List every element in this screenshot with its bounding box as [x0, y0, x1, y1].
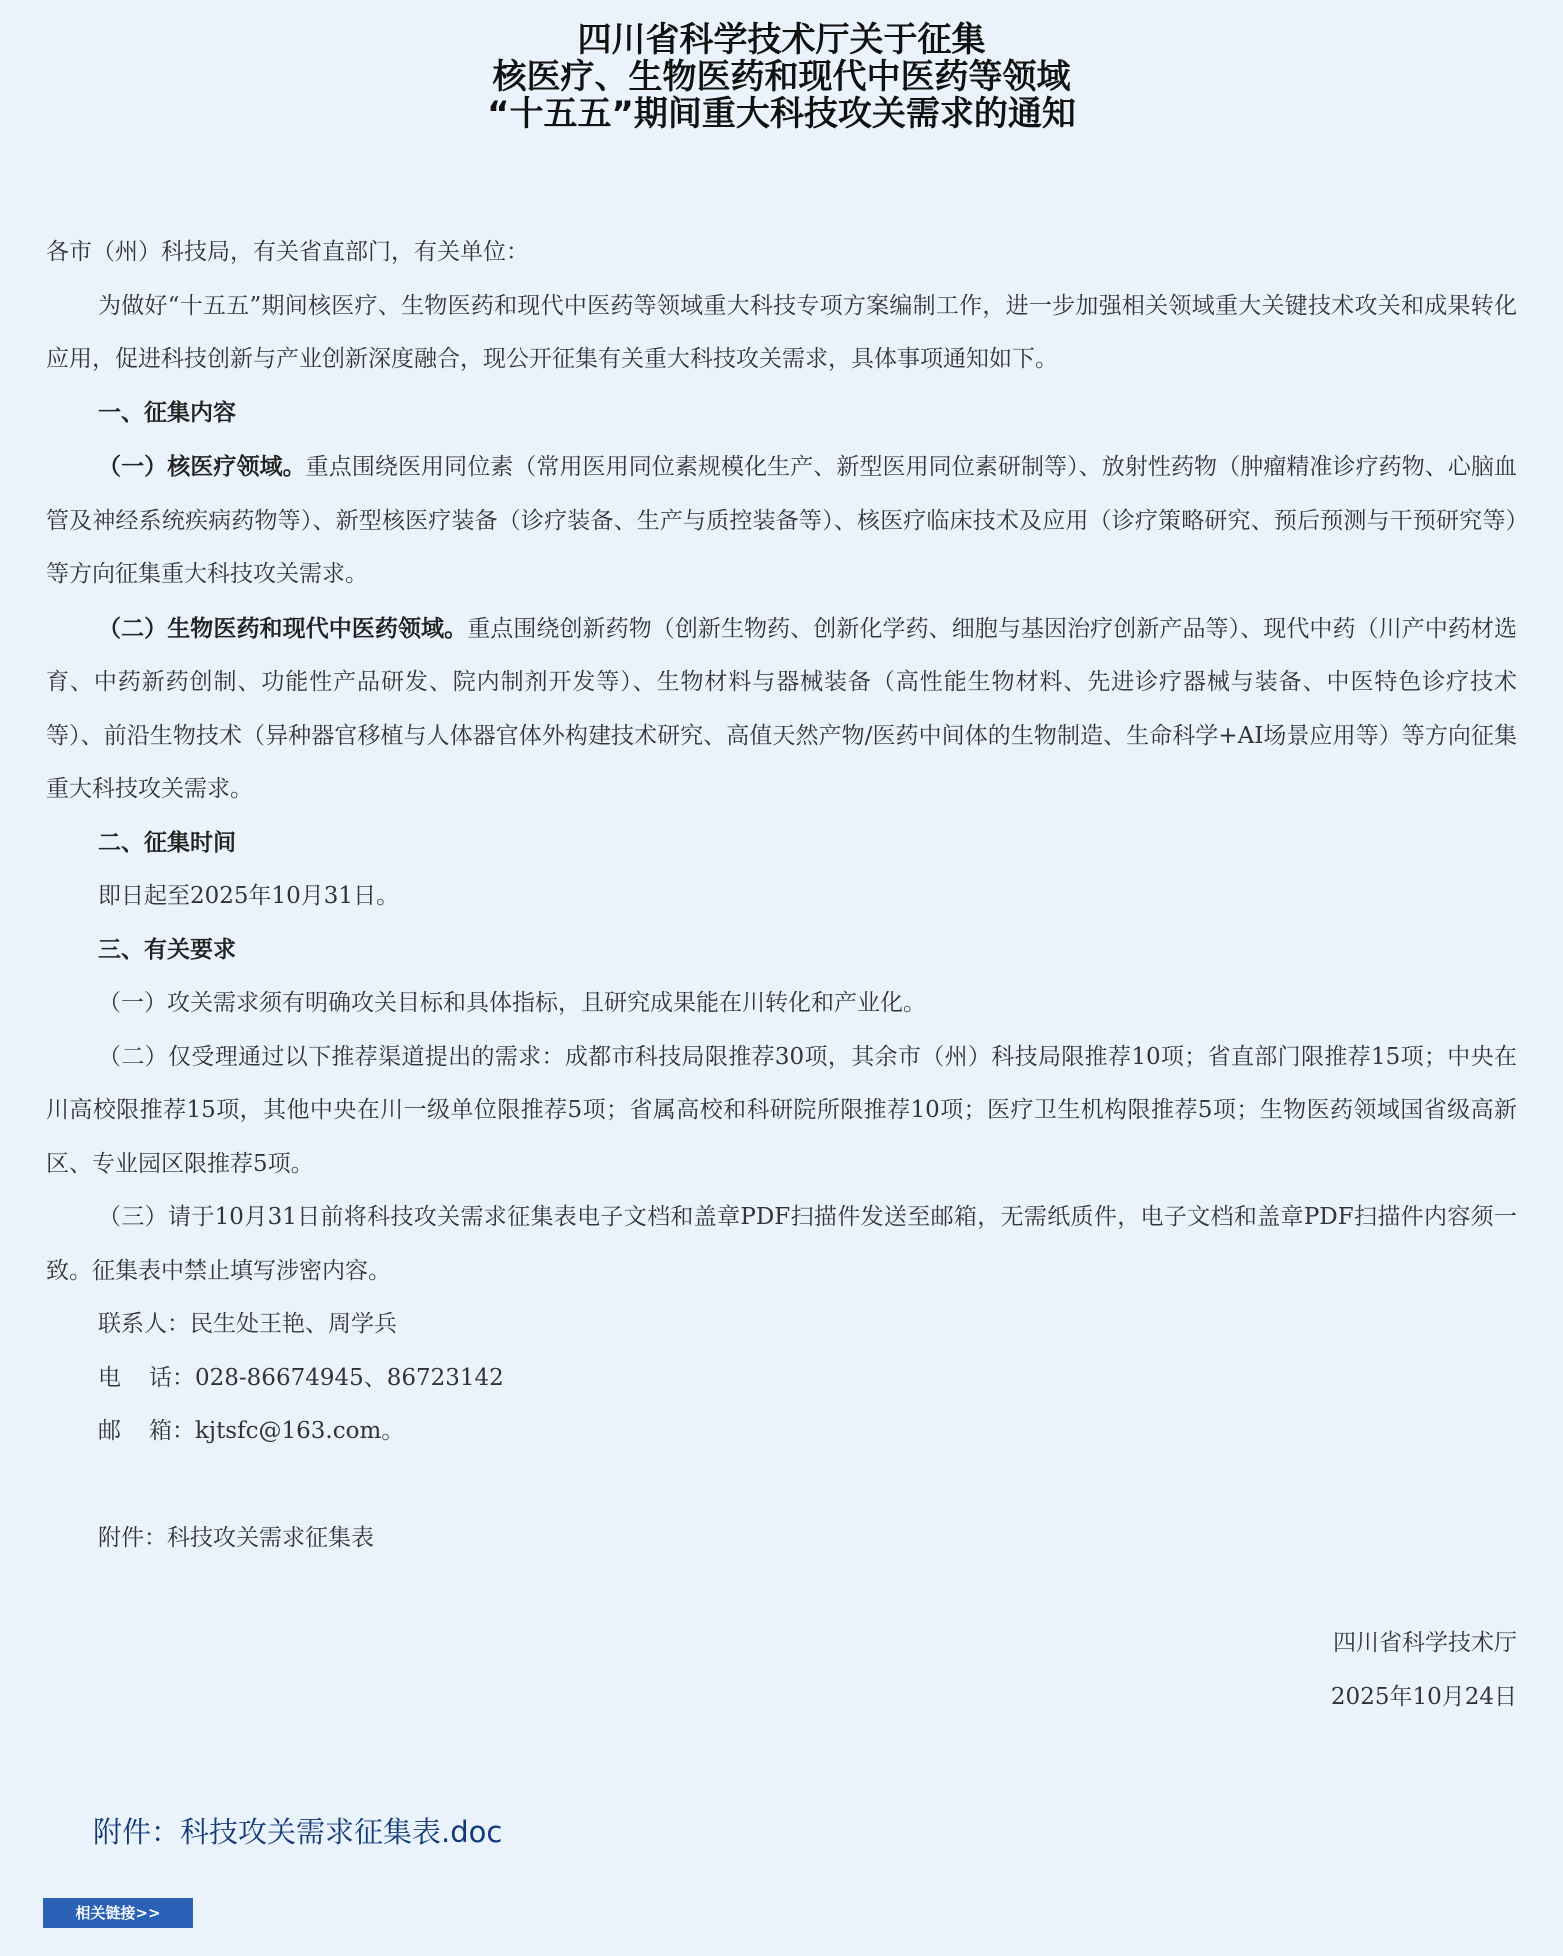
title-line-2: 核医疗、生物医药和现代中医药等领域: [492, 57, 1071, 97]
contact-email-label-b: 箱：: [149, 1418, 195, 1444]
section-heading-1: 一、征集内容: [98, 399, 236, 426]
attachment-download-link[interactable]: 附件：科技攻关需求征集表.doc: [93, 1815, 503, 1849]
contact-person-label: 联系人：: [98, 1311, 190, 1337]
attachment-note: 附件：科技攻关需求征集表: [98, 1524, 374, 1551]
contact-phone-label-b: 话：: [149, 1364, 195, 1391]
requirement-2: （二）仅受理通过以下推荐渠道提出的需求：成都市科技局限推荐30项，其余市（州）科技局限推荐10项；省直部门限推荐15项；中央在川高校限推荐15项，其他中央在川一级单位限推荐5项；省属高校和科研院所限推荐10项；医疗卫生机构限推荐5项；生物医药领域国省级高新区、专业园区限推荐5项。: [46, 1043, 1517, 1177]
content-item-1: [46, 440, 1517, 602]
related-links-button[interactable]: 相关链接>>: [43, 1898, 193, 1928]
contact-email: [46, 1405, 1517, 1459]
contact-person-value: 民生处王艳、周学兵: [190, 1311, 397, 1337]
document-title: [0, 22, 1563, 133]
content-item-2-text: 重点围绕创新药物（创新生物药、创新化学药、细胞与基因治疗创新产品等）、现代中药（川产中药材选育、中药新药创制、功能性产品研发、院内制剂开发等）、生物材料与器械装备（高性能生物材料、先进诊疗器械与装备、中医特色诊疗技术等）、前沿生物技术（异种器官移植与人体器官体外构建技术研究、高值天然产物/医药中间体的生物制造、生命科学+AI场景应用等）等方向征集重大科技攻关需求。: [46, 615, 1518, 802]
content-item-2: [46, 602, 1517, 817]
document-body: [46, 226, 1517, 1724]
requirement-3: （三）请于10月31日前将科技攻关需求征集表电子文档和盖章PDF扫描件发送至邮箱，无需纸质件，电子文档和盖章PDF扫描件内容须一致。征集表中禁止填写涉密内容。: [46, 1204, 1517, 1284]
section-heading-2: 二、征集时间: [98, 829, 236, 856]
section-heading-3: 三、有关要求: [98, 936, 236, 963]
requirement-1: （一）攻关需求须有明确攻关目标和具体指标，且研究成果能在川转化和产业化。: [98, 990, 926, 1016]
title-line-3: “十五五”期间重大科技攻关需求的通知: [487, 94, 1076, 134]
title-line-1: 四川省科学技术厅关于征集: [577, 20, 986, 60]
signature-date: 2025年10月24日: [1330, 1683, 1517, 1710]
contact-email-value: kjtsfc@163.com。: [195, 1418, 405, 1444]
intro-paragraph: 为做好“十五五”期间核医疗、生物医药和现代中医药等领域重大科技专项方案编制工作，进一步加强相关领域重大关键技术攻关和成果转化应用，促进科技创新与产业创新深度融合，现公开征集有关重大科技攻关需求，具体事项通知如下。: [46, 292, 1517, 372]
content-item-1-lead: （一）核医疗领域。: [98, 453, 306, 480]
contact-phone: [46, 1352, 1517, 1406]
contact-email-label-a: 邮: [98, 1418, 121, 1444]
content-item-2-lead: （二）生物医药和现代中医药领域。: [98, 614, 468, 642]
contact-person: [46, 1298, 1517, 1352]
contact-phone-value: 028-86674945、86723142: [195, 1364, 504, 1391]
collection-period: 即日起至2025年10月31日。: [98, 883, 400, 909]
contact-phone-label-a: 电: [98, 1364, 121, 1391]
salutation: 各市（州）科技局，有关省直部门，有关单位：: [46, 239, 529, 265]
content-item-1-text: 重点围绕医用同位素（常用医用同位素规模化生产、新型医用同位素研制等）、放射性药物（肿瘤精准诊疗药物、心脑血管及神经系统疾病药物等）、新型核医疗装备（诊疗装备、生产与质控装备等）、核医疗临床技术及应用（诊疗策略研究、预后预测与干预研究等）等方向征集重大科技攻关需求。: [46, 454, 1518, 587]
signature-org: 四川省科学技术厅: [1333, 1630, 1517, 1656]
